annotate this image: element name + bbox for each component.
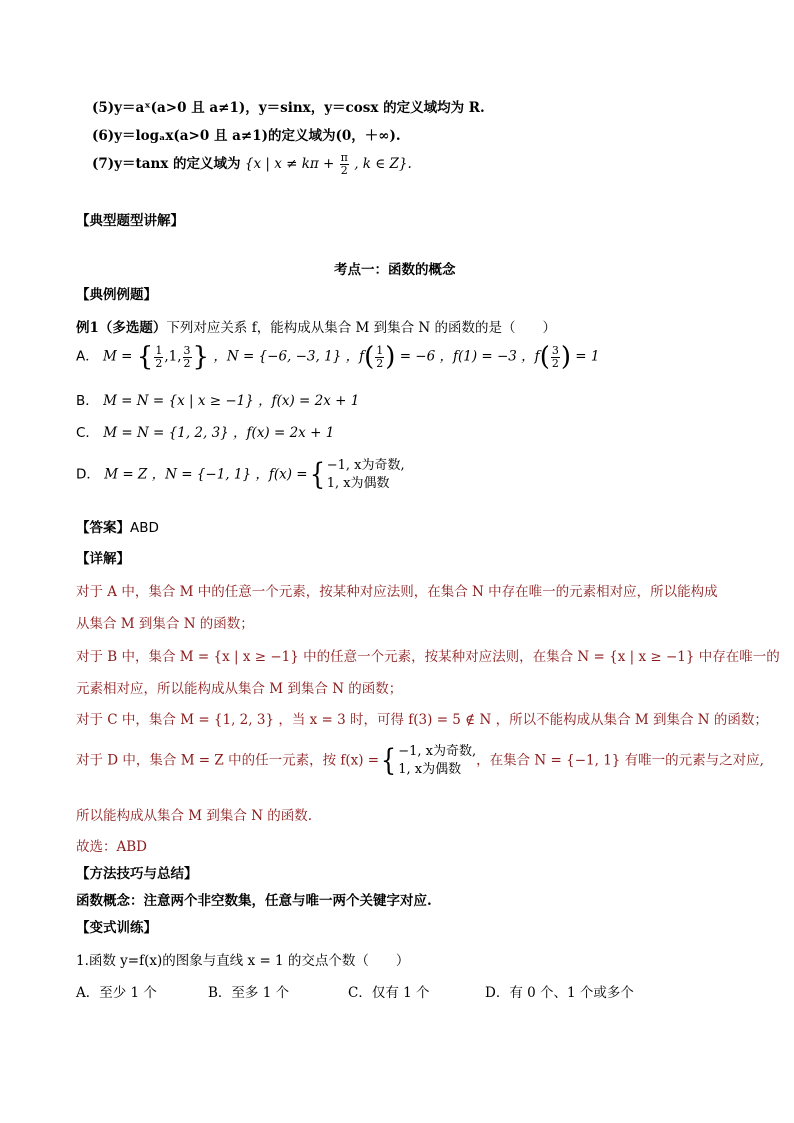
- domain-line-6: (6)y＝logₐx(a>0 且 a≠1)的定义域为(0，＋∞).: [92, 128, 401, 144]
- option-d-cases: −1, x为奇数, 1, x为偶数: [326, 458, 405, 491]
- example-header: 【典例例题】: [76, 287, 157, 303]
- section-title: 【典型题型讲解】: [76, 213, 184, 229]
- detail-p3: 对于 C 中，集合 M = {1, 2, 3} ，当 x = 3 时，可得 f(3) = 5 ∉ N ，所以不能构成从集合 M 到集合 N 的函数；: [76, 712, 768, 728]
- method-text: 函数概念：注意两个非空数集，任意与唯一两个关键字对应.: [76, 893, 432, 909]
- variant-header: 【变式训练】: [76, 920, 157, 936]
- pi-over-2-fraction: $\frac{\pi}{2}$: [340, 151, 348, 177]
- variant-option-a: A．至少 1 个: [76, 985, 157, 1001]
- option-c-label: C．: [76, 425, 99, 441]
- detail-label: 【详解】: [76, 551, 130, 567]
- domain-line-7: [92, 152, 412, 177]
- answer-label: 【答案】: [76, 520, 130, 536]
- option-c: [76, 421, 334, 441]
- option-a-m-prefix: M =: [103, 348, 133, 365]
- fraction-1-2: $\frac{1}{2}$: [155, 343, 163, 370]
- example-stem-text: 下列对应关系 f，能构成从集合 M 到集合 N 的函数的是（ ）: [166, 320, 556, 336]
- option-d-text: M = Z ，N = {−1, 1} ，f(x) =: [104, 466, 308, 483]
- option-a-f1-val: = −6 ，f(1) = −3 ，f: [399, 348, 540, 365]
- variant-option-b: B．至多 1 个: [208, 985, 290, 1001]
- detail-p2a: 对于 B 中，集合 M = {x | x ≥ −1} 中的任意一个元素，按某种对应法则，在集合 N = {x | x ≥ −1} 中存在唯一的: [76, 649, 780, 665]
- detail-p5: 所以能构成从集合 M 到集合 N 的函数.: [76, 808, 313, 824]
- detail-p1a: 对于 A 中，集合 M 中的任意一个元素，按某种对应法则，在集合 N 中存在唯一的元素相对应，所以能构成: [76, 584, 718, 600]
- domain-line-7-set: {x | x ≠ kπ +: [244, 156, 335, 172]
- option-d: D． M = Z ，N = {−1, 1} ，f(x) ={ −1, x为奇数, 1, x为偶数: [76, 457, 405, 492]
- f-arg-3-2: $\frac{3}{2}$: [551, 343, 559, 370]
- example-stem: [76, 316, 556, 336]
- f-arg-1-2: $\frac{1}{2}$: [376, 343, 384, 370]
- option-b-text: M = N = {x | x ≥ −1} ，f(x) = 2x + 1: [103, 393, 360, 409]
- option-d-label: D．: [76, 466, 100, 483]
- kaodian-title: 考点一：函数的概念: [334, 262, 456, 278]
- variant-option-c: C．仅有 1 个: [348, 985, 430, 1001]
- detail-p4-post: ，在集合 N = {−1, 1} 有唯一的元素与之对应,: [476, 752, 764, 769]
- detail-p2b: 元素相对应，所以能构成从集合 M 到集合 N 的函数；: [76, 681, 403, 697]
- detail-p4-pre: 对于 D 中，集合 M = Z 中的任一元素，按 f(x) =: [76, 752, 380, 769]
- detail-p1b: 从集合 M 到集合 N 的函数；: [76, 616, 254, 632]
- answer-line: [76, 516, 159, 536]
- choose-line: 故选：ABD: [76, 839, 147, 855]
- variant-option-d: D．有 0 个、1 个或多个: [485, 985, 634, 1001]
- domain-line-7-tail: , k ∈ Z}.: [354, 156, 412, 172]
- answer-value: ABD: [130, 520, 159, 536]
- option-a-m-mid: ,1,: [164, 348, 182, 365]
- example-stem-label: 例1（多选题）: [76, 320, 167, 336]
- option-a-f2-val: = 1: [575, 348, 600, 365]
- option-b-label: B．: [76, 393, 99, 409]
- option-b: [76, 389, 359, 409]
- domain-line-5: (5)y＝aˣ(a>0 且 a≠1)，y＝sinx，y＝cosx 的定义域均为 R.: [92, 100, 485, 116]
- domain-line-7-prefix: (7)y＝tanx 的定义域为: [92, 156, 241, 172]
- option-a-label: A．: [76, 348, 99, 365]
- method-header: 【方法技巧与总结】: [76, 866, 198, 882]
- detail-p4-cases: −1, x为奇数, 1, x为偶数: [398, 744, 477, 777]
- option-a-n-text: ，N = {−6, −3, 1} ，f: [213, 348, 365, 365]
- option-a: A． M = { $\frac{1}{2}$ ,1, $\frac{3}{2}$ } ，N = {−6, −3, 1} ，f( $\frac{1}{2}$ ) = −6 ，f(1) = −3 ，f( $\frac{3}{2}$ ) = 1: [76, 342, 600, 372]
- option-c-text: M = N = {1, 2, 3} ，f(x) = 2x + 1: [103, 425, 335, 441]
- detail-p4: 对于 D 中，集合 M = Z 中的任一元素，按 f(x) ={ −1, x为奇数, 1, x为偶数 ，在集合 N = {−1, 1} 有唯一的元素与之对应,: [76, 743, 764, 778]
- fraction-3-2: $\frac{3}{2}$: [183, 343, 191, 370]
- variant-stem: 1.函数 y=f(x)的图象与直线 x = 1 的交点个数（ ）: [76, 953, 410, 969]
